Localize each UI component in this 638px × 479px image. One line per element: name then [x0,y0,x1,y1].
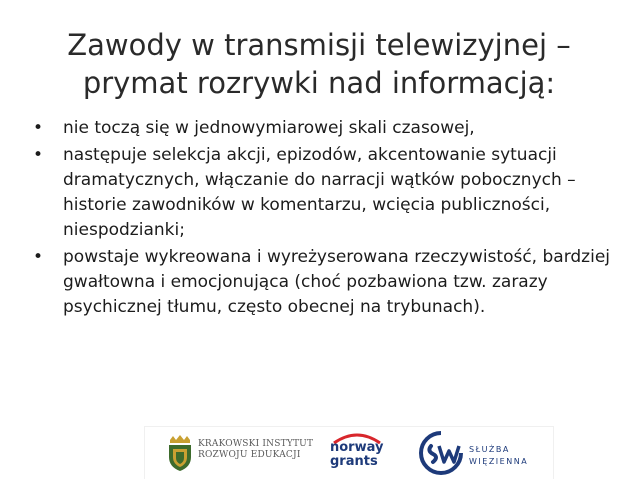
krakow-institute-logo [167,435,317,473]
crowned-shield-emblem-icon [167,435,193,471]
slide-title [0,26,638,102]
slide-title-line-2: prymat rozrywki nad informacją: [82,66,556,100]
bullet-item [33,245,623,320]
bullet-item [33,116,623,141]
bullet-text: nie toczą się w jednowymiarowej skali czasowej, [63,118,475,138]
sw-monogram-icon [417,429,465,477]
bullet-item [33,143,623,243]
bullet-text: powstaje wykreowana i wyreżyserowana rzeczywistość, bardziej gwałtowna i emocjonująca (choć pozbawiona tzw. zarazy psychicznej tłumu, często obecnej na trybunach). [63,247,611,317]
bullet-text: następuje selekcja akcji, epizodów, akcentowanie sytuacji dramatycznych, włączanie do narracji wątków pobocznych – historie zawodników w komentarzu, wcięcia publiczności, niespodzianki; [63,145,576,240]
sponsor-logo-bar [145,427,553,479]
norway-word: norway [330,440,384,455]
bullet-marker: • [33,247,44,267]
prison-service-line-2: WIĘZIENNA [469,457,529,466]
bullet-list [33,116,623,322]
grants-word: grants [330,454,378,469]
prison-service-logo [417,429,547,477]
prison-service-line-1: SŁUŻBA [469,445,510,454]
bullet-marker: • [33,118,44,138]
slide-title-line-1: Zawody w transmisji telewizyjnej – [67,28,571,62]
prison-service-name [469,444,528,468]
norway-grants-logo [328,431,396,475]
krakow-institute-name [198,439,313,461]
bullet-marker: • [33,145,44,165]
krakow-institute-line-1: KRAKOWSKI INSTYTUT [198,439,314,449]
krakow-institute-line-2: ROZWOJU EDUKACJI [198,450,301,460]
